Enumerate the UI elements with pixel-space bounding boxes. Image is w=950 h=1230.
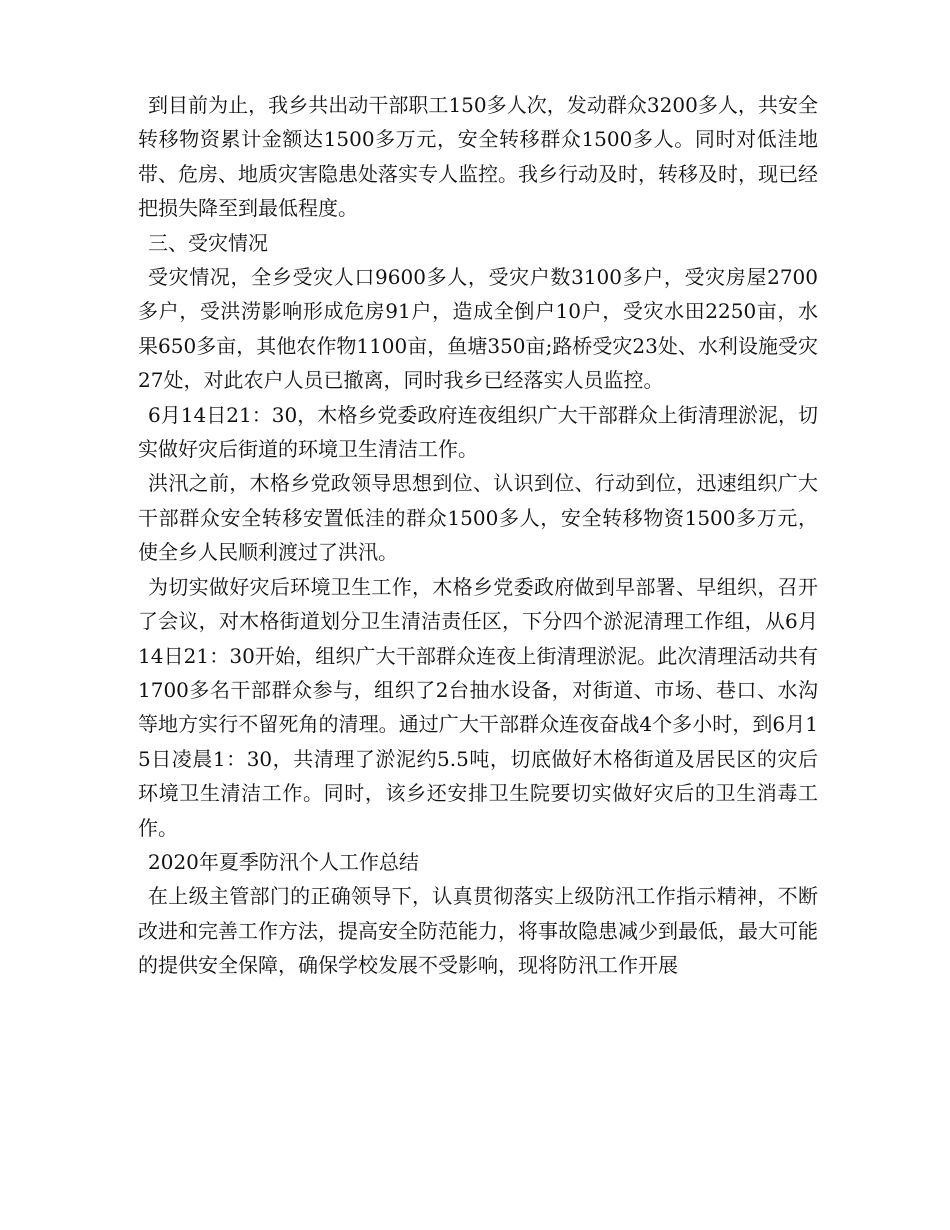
paragraph-summary-intro: 在上级主管部门的正确领导下，认真贯彻落实上级防汛工作指示精神，不断改进和完善工作方法，提高安全防范能力，将事故隐患减少到最低，最大可能的提供安全保障，确保学校发展不受影响，现将防汛工作开展 — [138, 884, 818, 978]
document-page — [138, 88, 818, 983]
section-heading-disaster-status: 三、受灾情况 — [148, 230, 268, 255]
paragraph-summary-actions: 到目前为止，我乡共出动干部职工150多人次，发动群众3200多人，共安全转移物资累计金额达1500多万元，安全转移群众1500多人。同时对低洼地带、危房、地质灾害隐患处落实专人监控。我乡行动及时，转移及时，现已经把损失降至到最低程度。 — [138, 93, 818, 221]
section-heading-summary-title: 2020年夏季防汛个人工作总结 — [148, 849, 419, 874]
paragraph-sanitation-work: 为切实做好灾后环境卫生工作，木格乡党委政府做到早部署、早组织，召开了会议，对木格街道划分卫生清洁责任区，下分四个淤泥清理工作组，从6月14日21：30开始，组织广大干部群众连夜上街清理淤泥。此次清理活动共有1700多名干部群众参与，组织了2台抽水设备，对街道、市场、巷口、水沟等地方实行不留死角的清理。通过广大干部群众连夜奋战4个多小时，到6月15日凌晨1：30，共清理了淤泥约5.5吨，切底做好木格街道及居民区的灾后环境卫生清洁工作。同时，该乡还安排卫生院要切实做好灾后的卫生消毒工作。 — [138, 574, 818, 840]
paragraph-before-flood: 洪汛之前，木格乡党政领导思想到位、认识到位、行动到位，迅速组织广大干部群众安全转移安置低洼的群众1500多人，安全转移物资1500多万元，使全乡人民顺利渡过了洪汛。 — [138, 471, 818, 565]
paragraph-night-cleanup: 6月14日21：30，木格乡党委政府连夜组织广大干部群众上街清理淤泥，切实做好灾后街道的环境卫生清洁工作。 — [138, 402, 818, 462]
paragraph-disaster-status: 受灾情况，全乡受灾人口9600多人，受灾户数3100多户，受灾房屋2700多户，受洪涝影响形成危房91户，造成全倒户10户，受灾水田2250亩，水果650多亩，其他农作物1100亩，鱼塘350亩;路桥受灾23处、水利设施受灾27处，对此农户人员已撤离，同时我乡已经落实人员监控。 — [138, 265, 818, 393]
